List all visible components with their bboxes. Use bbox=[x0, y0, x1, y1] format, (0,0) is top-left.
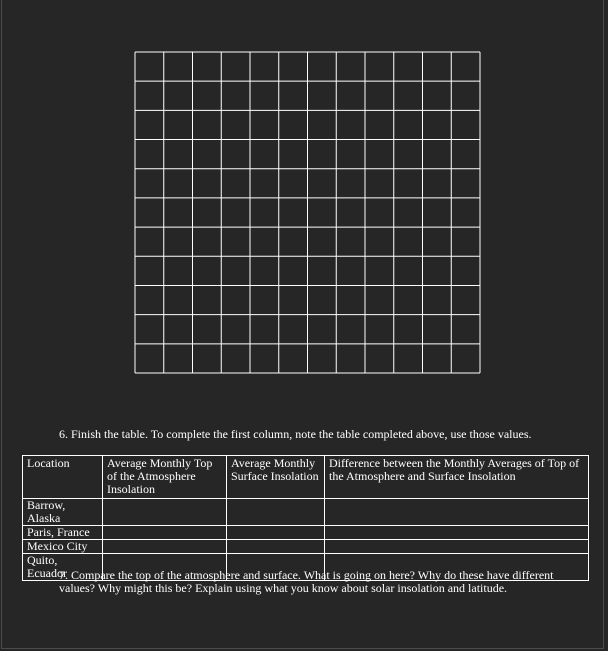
cell-surface[interactable] bbox=[227, 526, 325, 540]
cell-surface[interactable] bbox=[227, 499, 325, 526]
cell-top-of-atmosphere[interactable] bbox=[103, 526, 227, 540]
cell-top-of-atmosphere[interactable] bbox=[103, 540, 227, 554]
table-row bbox=[23, 540, 589, 554]
blank-graph-grid bbox=[134, 51, 481, 374]
cell-difference[interactable] bbox=[325, 526, 589, 540]
cell-location: Mexico City bbox=[23, 540, 103, 554]
cell-location: Barrow, Alaska bbox=[23, 499, 103, 526]
header-location: Location bbox=[23, 456, 103, 499]
cell-difference[interactable] bbox=[325, 540, 589, 554]
header-top-of-atmosphere: Average Monthly Top of the Atmosphere Insolation bbox=[103, 456, 227, 499]
cell-location: Quito, Ecuador bbox=[23, 554, 103, 581]
table-row bbox=[23, 526, 589, 540]
cell-difference[interactable] bbox=[325, 499, 589, 526]
table-row bbox=[23, 499, 589, 526]
insolation-table bbox=[22, 455, 589, 581]
table-header-row bbox=[23, 456, 589, 499]
header-surface: Average Monthly Surface Insolation bbox=[227, 456, 325, 499]
question-6: 6. Finish the table. To complete the first column, note the table completed above, use those values. bbox=[59, 427, 532, 441]
header-difference: Difference between the Monthly Averages of Top of the Atmosphere and Surface Insolation bbox=[325, 456, 589, 499]
cell-location: Paris, France bbox=[23, 526, 103, 540]
cell-surface[interactable] bbox=[227, 540, 325, 554]
cell-top-of-atmosphere[interactable] bbox=[103, 499, 227, 526]
question-7: 7. Compare the top of the atmosphere and surface. What is going on here? Why do these have different values? Why might this be? Explain using what you know about solar insolation and latitude. bbox=[59, 568, 554, 595]
